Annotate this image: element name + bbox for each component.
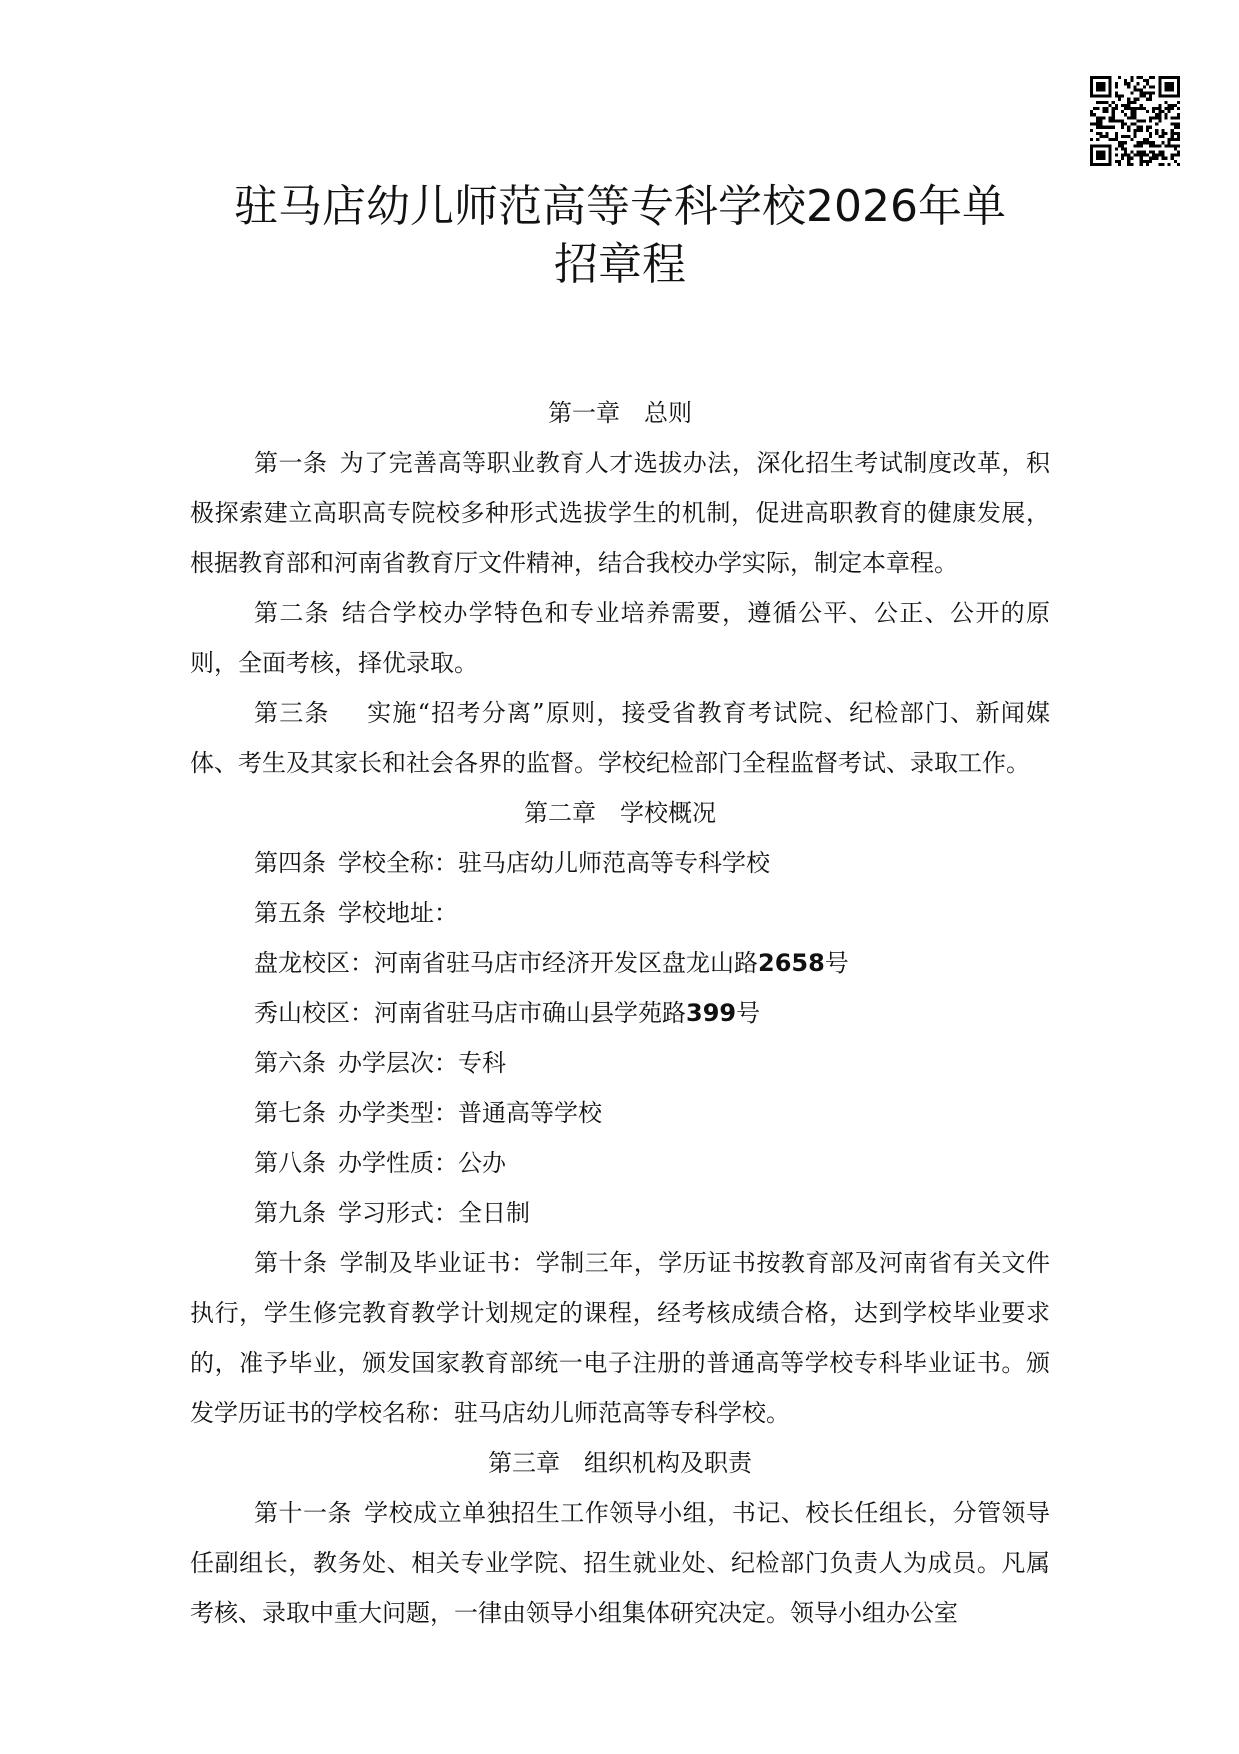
article-paragraph: [190, 588, 1050, 688]
article-paragraph: [190, 1488, 1050, 1638]
campus-address-suffix: 号: [824, 949, 849, 977]
article-number: 第八条: [254, 1149, 326, 1177]
street-number: 2658: [758, 949, 825, 977]
article-number: 第一条: [254, 449, 328, 477]
article-paragraph: [190, 1038, 1050, 1088]
article-text: 办学类型：普通高等学校: [338, 1099, 602, 1127]
document-title-line-2: 招章程: [554, 239, 686, 290]
article-paragraph: [190, 1238, 1050, 1438]
article-paragraph: [190, 888, 1050, 938]
article-number: 第二条: [254, 599, 330, 627]
article-number: 第十一条: [254, 1499, 353, 1527]
article-number: 第三条: [254, 699, 330, 727]
document-title-line-1: 驻马店幼儿师范高等专科学校2026年单: [234, 181, 1006, 232]
campus-address-text: 盘龙校区：河南省驻马店市经济开发区盘龙山路: [254, 949, 758, 977]
article-number: 第五条: [254, 899, 326, 927]
article-number: 第十条: [254, 1249, 328, 1277]
article-number: 第六条: [254, 1049, 326, 1077]
campus-address: [190, 938, 1050, 988]
article-text: 学校地址：: [338, 899, 458, 927]
article-text: 实施“招考分离”原则，接受省教育考试院、纪检部门、新闻媒体、考生及其家长和社会各界的监督。学校纪检部门全程监督考试、录取工作。: [190, 699, 1051, 777]
campus-address-suffix: 号: [736, 999, 761, 1027]
article-number: 第九条: [254, 1199, 326, 1227]
article-paragraph: [190, 1138, 1050, 1188]
article-number: 第四条: [254, 849, 326, 877]
article-paragraph: [190, 1188, 1050, 1238]
article-text: 学制及毕业证书：学制三年，学历证书按教育部及河南省有关文件执行，学生修完教育教学计划规定的课程，经考核成绩合格，达到学校毕业要求的，准予毕业，颁发国家教育部统一电子注册的普通高等学校专科毕业证书。颁发学历证书的学校名称：驻马店幼儿师范高等专科学校。: [190, 1249, 1051, 1427]
article-text: 为了完善高等职业教育人才选拔办法，深化招生考试制度改革，积极探索建立高职高专院校多种形式选拔学生的机制，促进高职教育的健康发展，根据教育部和河南省教育厅文件精神，结合我校办学实际，制定本章程。: [190, 449, 1051, 577]
article-text: 学校成立单独招生工作领导小组，书记、校长任组长，分管领导任副组长，教务处、相关专业学院、招生就业处、纪检部门负责人为成员。凡属考核、录取中重大问题，一律由领导小组集体研究决定。领导小组办公室: [190, 1499, 1051, 1627]
article-paragraph: [190, 838, 1050, 888]
qr-code-icon[interactable]: [1090, 76, 1180, 166]
document-title: [120, 178, 1120, 294]
article-paragraph: [190, 1088, 1050, 1138]
document-body: [190, 388, 1050, 1638]
article-paragraph: [190, 438, 1050, 588]
article-number: 第七条: [254, 1099, 326, 1127]
chapter-heading: 第三章 组织机构及职责: [488, 1449, 752, 1477]
article-text: 办学层次：专科: [338, 1049, 506, 1077]
chapter-heading: 第一章 总则: [548, 399, 692, 427]
article-paragraph: [190, 688, 1050, 788]
street-number: 399: [686, 999, 737, 1027]
chapter-heading: 第二章 学校概况: [524, 799, 716, 827]
article-text: 办学性质：公办: [338, 1149, 506, 1177]
article-text: 学习形式：全日制: [338, 1199, 530, 1227]
article-text: 结合学校办学特色和专业培养需要，遵循公平、公正、公开的原则，全面考核，择优录取。: [190, 599, 1050, 677]
campus-address: [190, 988, 1050, 1038]
article-text: 学校全称：驻马店幼儿师范高等专科学校: [338, 849, 770, 877]
campus-address-text: 秀山校区：河南省驻马店市确山县学苑路: [254, 999, 686, 1027]
